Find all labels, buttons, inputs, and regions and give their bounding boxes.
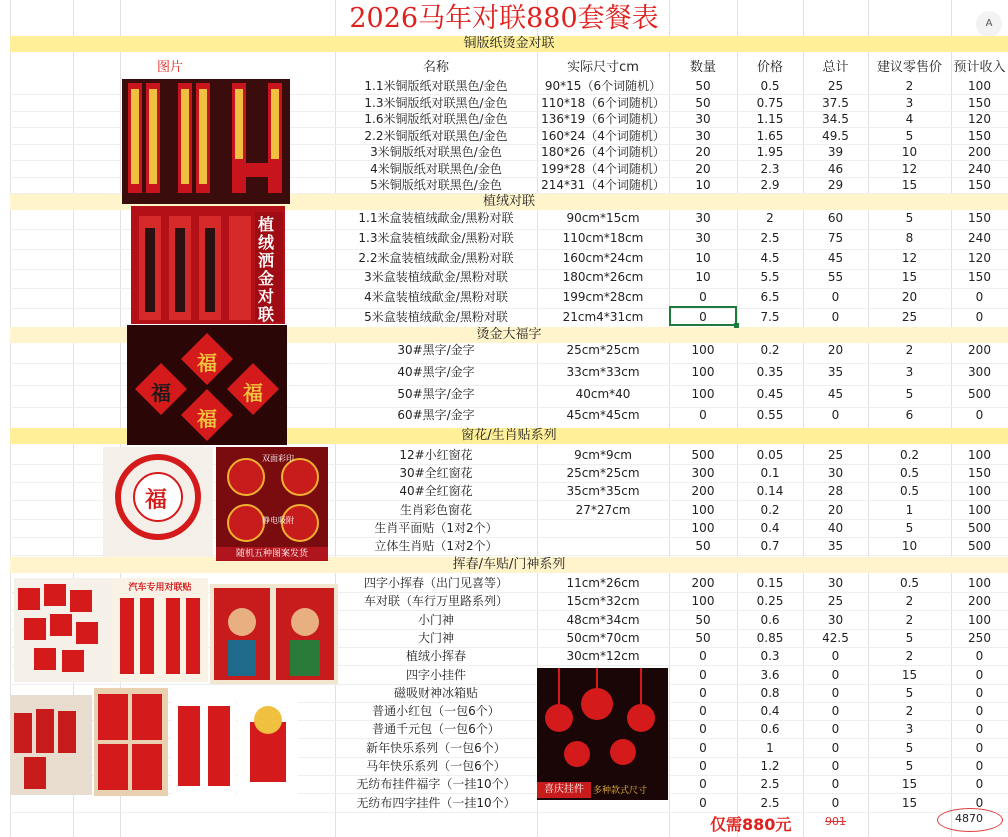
picture-red-envelopes-a <box>10 695 92 795</box>
picture-fabric-scrolls <box>172 694 236 794</box>
table-cell[interactable]: 0.05 <box>756 448 784 462</box>
table-cell[interactable]: 28 <box>827 484 844 498</box>
table-cell[interactable]: 40#黑字/金字 <box>397 365 475 379</box>
table-cell[interactable]: 5 <box>905 129 914 143</box>
promo-price: 仅需880元 <box>710 815 792 834</box>
table-cell[interactable]: 0 <box>699 649 707 663</box>
table-cell[interactable]: 10 <box>901 145 918 159</box>
table-cell[interactable]: 12 <box>901 162 918 176</box>
table-cell[interactable]: 25 <box>827 448 844 462</box>
table-cell[interactable]: 30 <box>695 112 711 126</box>
table-cell[interactable]: 1.65 <box>756 129 784 143</box>
table-cell[interactable]: 150 <box>968 211 991 225</box>
table-cell[interactable]: 0 <box>831 408 840 422</box>
table-cell[interactable]: 200 <box>691 576 715 590</box>
window-tag-static: 静电吸附 <box>262 516 294 525</box>
table-cell[interactable]: 29 <box>827 178 844 192</box>
table-cell[interactable]: 35 <box>827 539 844 553</box>
table-cell[interactable]: 60 <box>827 211 844 225</box>
table-cell[interactable]: 立体生肖贴（1对2个） <box>374 539 498 553</box>
table-cell[interactable]: 2 <box>905 79 914 93</box>
table-cell[interactable]: 150 <box>968 270 991 284</box>
table-cell[interactable]: 250 <box>968 631 991 645</box>
text-recognition-icon[interactable]: A <box>976 11 1002 37</box>
table-cell[interactable]: 1.2 <box>760 759 780 773</box>
table-cell[interactable]: 20 <box>827 503 844 517</box>
table-cell[interactable]: 1.3米铜版纸对联黑色/金色 <box>364 96 508 110</box>
table-cell[interactable]: 4.5 <box>760 251 780 265</box>
table-cell[interactable]: 5.5 <box>760 270 780 284</box>
table-cell[interactable]: 0.4 <box>760 704 780 718</box>
table-cell[interactable]: 0 <box>831 310 840 324</box>
fu-char-3: 福 <box>243 381 263 405</box>
table-cell[interactable]: 5 <box>905 759 914 773</box>
table-cell[interactable]: 0.85 <box>756 631 784 645</box>
table-cell[interactable]: 50#黑字/金字 <box>397 387 475 401</box>
table-cell[interactable]: 2 <box>766 211 774 225</box>
header-price: 价格 <box>756 60 783 75</box>
table-cell[interactable]: 3.6 <box>760 668 780 682</box>
table-cell[interactable]: 30 <box>827 576 844 590</box>
picture-coated-couplets <box>122 79 290 204</box>
section-band: 植绒对联 <box>10 194 1008 210</box>
table-cell[interactable]: 300 <box>968 365 991 379</box>
table-cell[interactable]: 1.6米铜版纸对联黑色/金色 <box>364 112 508 126</box>
table-cell[interactable]: 生肖彩色窗花 <box>399 503 472 517</box>
table-cell[interactable]: 15 <box>901 668 918 682</box>
picture-door-gods <box>210 584 338 684</box>
table-cell[interactable]: 500 <box>691 448 715 462</box>
row-divider <box>10 812 1008 813</box>
table-cell[interactable]: 30 <box>695 211 711 225</box>
table-cell[interactable]: 植绒小挥春 <box>405 649 466 663</box>
original-total-strike: 901 <box>825 815 846 828</box>
table-cell[interactable]: 10 <box>695 251 711 265</box>
window-tag-double-print: 双面彩印 <box>262 454 294 463</box>
table-cell[interactable]: 5 <box>905 741 914 755</box>
header-qty: 数量 <box>689 60 716 75</box>
table-cell[interactable]: 0 <box>975 668 984 682</box>
table-cell[interactable]: 15 <box>901 777 918 791</box>
table-cell[interactable]: 0 <box>975 759 984 773</box>
table-cell[interactable]: 0.5 <box>899 576 920 590</box>
table-cell[interactable]: 0 <box>975 686 984 700</box>
table-cell[interactable]: 0.25 <box>756 594 784 608</box>
table-cell[interactable]: 500 <box>968 521 991 535</box>
table-cell[interactable]: 0 <box>975 704 984 718</box>
hanging-sub-label: 多种款式尺寸 <box>593 786 648 796</box>
table-cell[interactable]: 20 <box>901 290 918 304</box>
table-cell[interactable]: 1 <box>766 741 774 755</box>
table-cell[interactable]: 0 <box>831 741 840 755</box>
table-cell[interactable]: 无纺布四字挂件（一挂10个） <box>356 796 516 810</box>
fu-char-4: 福 <box>197 407 217 431</box>
table-cell[interactable]: 0.2 <box>760 503 780 517</box>
table-cell[interactable]: 0 <box>831 649 840 663</box>
table-cell[interactable]: 四字小挂件 <box>405 668 466 682</box>
table-cell[interactable]: 55 <box>827 270 844 284</box>
table-cell[interactable]: 2 <box>905 343 914 357</box>
table-cell[interactable]: 160*24（4个词随机） <box>541 129 665 143</box>
table-cell[interactable]: 20 <box>695 162 711 176</box>
sheet-title: 2026马年对联880套餐表 <box>349 3 659 34</box>
picture-car-couplets <box>112 578 208 682</box>
table-cell[interactable]: 27*27cm <box>575 503 631 517</box>
table-cell[interactable]: 200 <box>968 343 991 357</box>
table-cell[interactable]: 0 <box>699 759 707 773</box>
table-cell[interactable]: 20 <box>695 145 711 159</box>
table-cell[interactable]: 5 <box>905 686 914 700</box>
table-cell[interactable]: 无纺布挂件福字（一挂10个） <box>356 777 516 791</box>
table-cell[interactable]: 0 <box>831 777 840 791</box>
table-cell[interactable]: 100 <box>968 79 991 93</box>
table-cell[interactable]: 0 <box>699 722 707 736</box>
table-cell[interactable]: 200 <box>968 145 991 159</box>
table-cell[interactable]: 2.5 <box>760 796 780 810</box>
table-cell[interactable]: 50 <box>695 631 711 645</box>
table-cell[interactable]: 49.5 <box>822 129 849 143</box>
window-fu-char: 福 <box>145 488 168 513</box>
table-cell[interactable]: 150 <box>968 178 991 192</box>
table-cell[interactable]: 2 <box>905 649 914 663</box>
table-cell[interactable]: 0.2 <box>899 448 920 462</box>
table-cell[interactable]: 3 <box>905 722 914 736</box>
table-cell[interactable]: 0 <box>975 649 984 663</box>
table-cell[interactable]: 0 <box>699 704 707 718</box>
table-cell[interactable]: 100 <box>691 503 715 517</box>
table-cell[interactable]: 6.5 <box>760 290 780 304</box>
table-cell[interactable]: 100 <box>691 387 715 401</box>
table-cell[interactable]: 30#黑字/金字 <box>397 343 475 357</box>
table-cell[interactable]: 0.4 <box>760 521 780 535</box>
picture-fridge-magnet <box>238 694 298 794</box>
table-cell[interactable]: 0 <box>699 741 707 755</box>
table-cell[interactable]: 0.1 <box>760 466 780 480</box>
table-cell[interactable]: 0 <box>831 722 840 736</box>
table-cell[interactable]: 0.75 <box>756 96 784 110</box>
table-cell[interactable]: 33cm*33cm <box>566 365 640 379</box>
table-cell[interactable]: 0 <box>831 686 840 700</box>
table-cell[interactable]: 100 <box>691 343 715 357</box>
table-cell[interactable]: 136*19（6个词随机） <box>541 112 665 126</box>
table-cell[interactable]: 300 <box>691 466 715 480</box>
table-cell[interactable]: 大门神 <box>417 631 454 645</box>
table-cell[interactable]: 50 <box>695 79 711 93</box>
table-cell[interactable]: 100 <box>691 521 715 535</box>
car-couplet-label: 汽车专用对联贴 <box>128 583 192 593</box>
picture-fu-characters <box>127 325 287 445</box>
picture-spring-squares <box>14 578 112 682</box>
table-cell[interactable]: 5 <box>905 631 914 645</box>
table-cell[interactable]: 100 <box>691 365 715 379</box>
table-cell[interactable]: 120 <box>968 251 991 265</box>
table-cell[interactable]: 0.55 <box>756 408 784 422</box>
table-cell[interactable]: 100 <box>968 576 991 590</box>
table-cell[interactable]: 90*15（6个词随机） <box>544 79 662 93</box>
table-cell[interactable]: 10 <box>695 178 711 192</box>
table-cell[interactable]: 50 <box>695 96 711 110</box>
fu-char-2: 福 <box>151 381 171 405</box>
table-cell[interactable]: 5 <box>905 521 914 535</box>
table-cell[interactable]: 180*26（4个词随机） <box>541 145 665 159</box>
table-cell[interactable]: 5 <box>905 387 914 401</box>
table-cell[interactable]: 200 <box>691 484 715 498</box>
table-cell[interactable]: 0 <box>699 796 707 810</box>
table-cell[interactable]: 5米铜版纸对联黑色/金色 <box>370 178 502 192</box>
table-cell[interactable]: 8 <box>905 231 914 245</box>
table-cell[interactable]: 15cm*32cm <box>566 594 640 608</box>
table-cell[interactable]: 0.45 <box>756 387 784 401</box>
table-cell[interactable]: 25 <box>827 594 844 608</box>
table-cell[interactable]: 4米盒装植绒歃金/黑粉对联 <box>364 290 508 304</box>
table-cell[interactable]: 30 <box>827 466 844 480</box>
table-cell[interactable]: 240 <box>968 231 991 245</box>
table-cell[interactable]: 2 <box>905 613 914 627</box>
table-cell[interactable]: 5米盒装植绒歃金/黑粉对联 <box>364 310 508 324</box>
table-cell[interactable]: 0 <box>975 290 984 304</box>
table-cell[interactable]: 0 <box>699 668 707 682</box>
section-band: 挥春/车贴/门神系列 <box>10 557 1008 573</box>
picture-hanging-ornaments <box>537 668 668 800</box>
fu-char-1: 福 <box>197 351 217 375</box>
table-cell[interactable]: 100 <box>691 594 715 608</box>
table-cell[interactable]: 0 <box>699 310 707 324</box>
table-cell[interactable]: 45 <box>827 251 844 265</box>
table-cell[interactable]: 200 <box>968 594 991 608</box>
table-cell[interactable]: 0.5 <box>760 79 780 93</box>
table-cell[interactable]: 2 <box>905 704 914 718</box>
table-cell[interactable]: 50 <box>695 539 711 553</box>
table-cell[interactable]: 240 <box>968 162 991 176</box>
table-cell[interactable]: 50 <box>695 613 711 627</box>
table-cell[interactable]: 120 <box>968 112 991 126</box>
table-cell[interactable]: 30cm*12cm <box>566 649 640 663</box>
table-cell[interactable]: 60#黑字/金字 <box>397 408 475 422</box>
table-cell[interactable]: 150 <box>968 466 991 480</box>
table-cell[interactable]: 35cm*35cm <box>566 484 640 498</box>
header-total: 总计 <box>822 60 849 75</box>
table-cell[interactable]: 0.6 <box>760 722 780 736</box>
table-cell[interactable]: 0.3 <box>760 649 780 663</box>
table-cell[interactable]: 12 <box>901 251 918 265</box>
table-cell[interactable]: 0.2 <box>760 343 780 357</box>
table-cell[interactable]: 2.9 <box>760 178 780 192</box>
table-cell[interactable]: 34.5 <box>822 112 849 126</box>
table-cell[interactable]: 42.5 <box>822 631 849 645</box>
table-cell[interactable]: 110cm*18cm <box>562 231 644 245</box>
header-retail: 建议零售价 <box>876 60 942 75</box>
table-cell[interactable]: 15 <box>901 270 918 284</box>
table-cell[interactable]: 46 <box>827 162 844 176</box>
picture-flock-couplets <box>131 206 285 324</box>
table-cell[interactable]: 0 <box>831 759 840 773</box>
table-cell[interactable]: 110*18（6个词随机） <box>541 96 665 110</box>
table-cell[interactable]: 0 <box>699 686 707 700</box>
table-cell[interactable]: 100 <box>968 503 991 517</box>
picture-window-flower <box>103 447 213 557</box>
table-cell[interactable]: 0.14 <box>756 484 784 498</box>
table-cell[interactable]: 150 <box>968 96 991 110</box>
table-cell[interactable]: 37.5 <box>822 96 849 110</box>
table-cell[interactable]: 3 <box>905 96 914 110</box>
table-cell[interactable]: 3米铜版纸对联黑色/金色 <box>370 145 502 159</box>
flock-label: 植绒洒金对联 <box>258 215 275 324</box>
table-cell[interactable]: 0 <box>831 704 840 718</box>
section-band: 烫金大福字 <box>10 327 1008 343</box>
table-cell[interactable]: 15 <box>901 178 918 192</box>
section-band: 铜版纸烫金对联 <box>10 36 1008 52</box>
table-cell[interactable]: 48cm*34cm <box>566 613 640 627</box>
header-income: 预计收入 <box>953 60 1006 75</box>
table-cell[interactable]: 2.2米铜版纸对联黑色/金色 <box>364 129 508 143</box>
table-cell[interactable]: 100 <box>968 484 991 498</box>
table-cell[interactable]: 500 <box>968 539 991 553</box>
table-cell[interactable]: 199*28（4个词随机） <box>541 162 665 176</box>
table-cell[interactable]: 30 <box>695 231 711 245</box>
table-cell[interactable]: 0.5 <box>899 484 920 498</box>
table-cell[interactable]: 9cm*9cm <box>574 448 632 462</box>
picture-red-envelopes-b <box>94 688 168 796</box>
table-cell[interactable]: 25 <box>827 79 844 93</box>
table-cell[interactable]: 0.5 <box>899 466 920 480</box>
table-cell[interactable]: 马年快乐系列（一包6个） <box>366 759 506 773</box>
table-cell[interactable]: 0.15 <box>756 576 784 590</box>
table-cell[interactable]: 0 <box>699 290 707 304</box>
table-cell[interactable]: 45 <box>827 387 844 401</box>
table-cell[interactable]: 7.5 <box>760 310 780 324</box>
table-cell[interactable]: 1.1米盒装植绒歃金/黑粉对联 <box>358 211 514 225</box>
table-cell[interactable]: 普通千元包（一包6个） <box>372 722 500 736</box>
table-cell[interactable]: 0 <box>975 777 984 791</box>
table-cell[interactable]: 180cm*26cm <box>562 270 644 284</box>
table-cell[interactable]: 2 <box>905 594 914 608</box>
table-cell[interactable]: 4米铜版纸对联黑色/金色 <box>370 162 502 176</box>
table-cell[interactable]: 0 <box>831 668 840 682</box>
table-cell[interactable]: 4 <box>905 112 914 126</box>
selected-cell[interactable] <box>669 306 737 326</box>
table-cell[interactable]: 100 <box>968 613 991 627</box>
table-cell[interactable]: 0 <box>699 777 707 791</box>
table-cell[interactable]: 0 <box>831 290 840 304</box>
table-cell[interactable]: 35 <box>827 365 844 379</box>
table-cell[interactable]: 40 <box>827 521 844 535</box>
table-cell[interactable]: 6 <box>905 408 914 422</box>
table-cell[interactable]: 0 <box>975 741 984 755</box>
table-cell[interactable]: 2.5 <box>760 231 780 245</box>
table-cell[interactable]: 75 <box>827 231 844 245</box>
header-name: 名称 <box>422 60 449 75</box>
table-cell[interactable]: 50cm*70cm <box>566 631 640 645</box>
income-sum: 4870 <box>955 812 983 825</box>
table-cell[interactable]: 39 <box>827 145 844 159</box>
table-cell[interactable]: 500 <box>968 387 991 401</box>
table-cell[interactable]: 1 <box>905 503 914 517</box>
table-cell[interactable]: 214*31（4个词随机） <box>541 178 665 192</box>
table-cell[interactable]: 15 <box>901 796 918 810</box>
table-cell[interactable]: 1.3米盒装植绒歃金/黑粉对联 <box>358 231 514 245</box>
table-cell[interactable]: 3 <box>905 365 914 379</box>
table-cell[interactable]: 普通小红包（一包6个） <box>372 704 500 718</box>
table-cell[interactable]: 30#全红窗花 <box>399 466 473 480</box>
table-cell[interactable]: 0 <box>975 408 984 422</box>
table-cell[interactable]: 2.2米盒装植绒歃金/黑粉对联 <box>358 251 514 265</box>
table-cell[interactable]: 25 <box>901 310 918 324</box>
table-cell[interactable]: 1.95 <box>756 145 784 159</box>
table-cell[interactable]: 0 <box>699 408 707 422</box>
table-cell[interactable]: 1.15 <box>756 112 784 126</box>
table-cell[interactable]: 生肖平面贴（1对2个） <box>374 521 498 535</box>
table-cell[interactable]: 45cm*45cm <box>566 408 640 422</box>
table-cell[interactable]: 0.6 <box>760 613 780 627</box>
table-cell[interactable]: 0 <box>975 310 984 324</box>
table-cell[interactable]: 11cm*26cm <box>566 576 640 590</box>
table-cell[interactable]: 0 <box>975 722 984 736</box>
table-cell[interactable]: 0 <box>975 796 984 810</box>
table-cell[interactable]: 25cm*25cm <box>566 343 640 357</box>
table-cell[interactable]: 90cm*15cm <box>566 211 640 225</box>
table-cell[interactable]: 40#全红窗花 <box>399 484 473 498</box>
table-cell[interactable]: 1.1米铜版纸对联黑色/金色 <box>364 79 508 93</box>
table-cell[interactable]: 四字小挥春（出门见喜等） <box>363 576 508 590</box>
table-cell[interactable]: 新年快乐系列（一包6个） <box>366 741 506 755</box>
table-cell[interactable]: 30 <box>827 613 844 627</box>
table-cell[interactable]: 40cm*40 <box>575 387 631 401</box>
table-cell[interactable]: 2.3 <box>760 162 780 176</box>
table-cell[interactable]: 20 <box>827 343 844 357</box>
table-cell[interactable]: 3米盒装植绒歃金/黑粉对联 <box>364 270 508 284</box>
section-band: 窗花/生肖贴系列 <box>10 428 1008 444</box>
table-cell[interactable]: 2.5 <box>760 777 780 791</box>
table-cell[interactable]: 30 <box>695 129 711 143</box>
table-cell[interactable]: 199cm*28cm <box>562 290 644 304</box>
table-cell[interactable]: 5 <box>905 211 914 225</box>
table-cell[interactable]: 10 <box>901 539 918 553</box>
table-cell[interactable]: 160cm*24cm <box>562 251 644 265</box>
table-cell[interactable]: 150 <box>968 129 991 143</box>
table-cell[interactable]: 0.7 <box>760 539 780 553</box>
table-cell[interactable]: 0.35 <box>756 365 784 379</box>
table-cell[interactable]: 10 <box>695 270 711 284</box>
table-cell[interactable]: 0.8 <box>760 686 780 700</box>
window-random-label: 随机五种图案发货 <box>216 547 328 561</box>
table-cell[interactable]: 25cm*25cm <box>566 466 640 480</box>
table-cell[interactable]: 车对联（车行万里路系列） <box>363 594 508 608</box>
table-cell[interactable]: 0 <box>831 796 840 810</box>
picture-zodiac-stickers <box>216 447 328 561</box>
hanging-label: 喜庆挂件 <box>537 782 591 798</box>
header-size: 实际尺寸cm <box>567 60 639 75</box>
table-cell[interactable]: 小门神 <box>417 613 454 627</box>
table-cell[interactable]: 磁吸财神冰箱贴 <box>393 686 478 700</box>
table-cell[interactable]: 21cm4*31cm <box>562 310 644 324</box>
header-image: 图片 <box>156 60 183 75</box>
table-cell[interactable]: 12#小红窗花 <box>399 448 473 462</box>
table-cell[interactable]: 100 <box>968 448 991 462</box>
